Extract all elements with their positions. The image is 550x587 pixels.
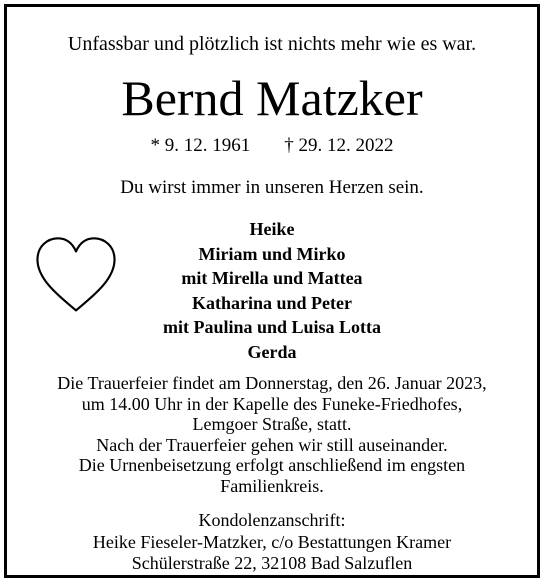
death-date: † 29. 12. 2022 [284, 135, 394, 156]
birth-date: * 9. 12. 1961 [150, 135, 251, 156]
service-info [7, 373, 537, 496]
service-line: Familienkreis. [220, 475, 324, 496]
motto-line: Du wirst immer in unseren Herzen sein. [120, 177, 424, 198]
contact-address [7, 510, 537, 575]
deceased-name: Bernd Matzker [121, 70, 423, 126]
intro-line: Unfassbar und plötzlich ist nichts mehr wie es war. [67, 33, 477, 55]
family-line: Katharina und Peter [192, 292, 352, 313]
contact-line: Heike Fieseler-Matzker, c/o Bestattungen Kramer [92, 531, 452, 552]
family-line: mit Paulina und Luisa Lotta [162, 317, 382, 337]
service-line: Die Urnenbeisetzung erfolgt anschließend im engsten [78, 455, 466, 475]
contact-label: Kondolenzanschrift: [198, 510, 346, 530]
family-line: Gerda [247, 341, 297, 362]
contact-line: Schülerstraße 22, 32108 Bad Salzuflen [131, 553, 413, 573]
life-dates [7, 135, 537, 157]
family-line: mit Mirella und Mattea [181, 268, 363, 288]
service-line: Lemgoer Straße, statt. [192, 414, 352, 434]
service-line: um 14.00 Uhr in der Kapelle des Funeke-Friedhofes, [81, 393, 463, 414]
family-line: Miriam und Mirko [198, 243, 346, 264]
obituary-notice [4, 4, 540, 578]
family-list [7, 217, 537, 364]
service-line: Nach der Trauerfeier gehen wir still auseinander. [96, 434, 448, 455]
family-line: Heike [249, 219, 295, 239]
service-line: Die Trauerfeier findet am Donnerstag, den 26. Januar 2023, [57, 373, 487, 393]
